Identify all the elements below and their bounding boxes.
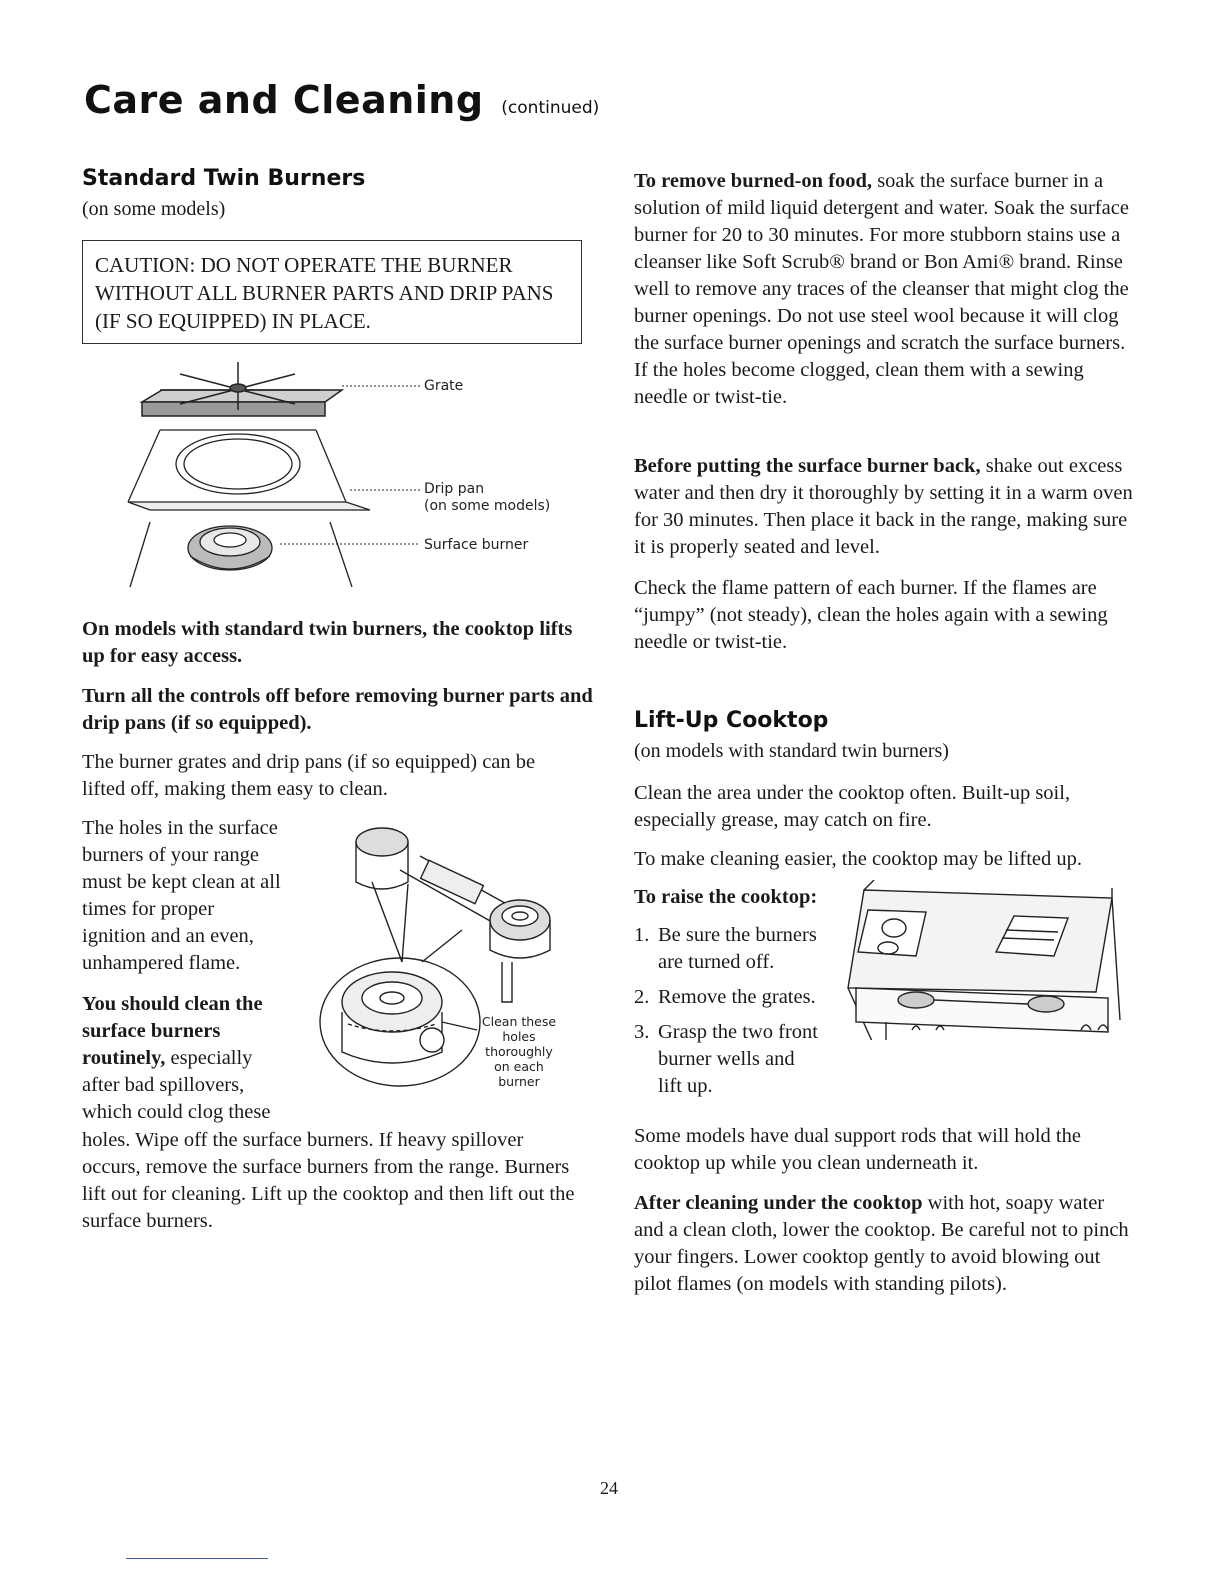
- paragraph-clean-routinely: [82, 991, 322, 1126]
- step-number: 1.: [634, 924, 650, 946]
- text-line: times for proper: [82, 898, 215, 920]
- text-line: unhampered flame.: [82, 952, 241, 974]
- step-item: [634, 922, 844, 976]
- text-run: After cleaning under the cooktop: [634, 1192, 923, 1214]
- step-line: are turned off.: [658, 951, 775, 973]
- paragraph-clean-under-cooktop: Clean the area under the cooktop often. Built-up soil, especially grease, may catch on fire.: [634, 782, 1071, 831]
- paragraph-turn-off-controls: Turn all the controls off before removing burner parts and drip pans (if so equipped).: [82, 685, 593, 734]
- step-item: [634, 984, 844, 1011]
- paragraph-support-rods: Some models have dual support rods that will hold the cooktop up while you clean underneath it.: [634, 1125, 1081, 1174]
- text-line: after bad spillovers,: [82, 1074, 245, 1096]
- surface-burner-illustration: [130, 522, 352, 587]
- step-line: burner wells and: [658, 1048, 795, 1070]
- steps-title: To raise the cooktop:: [634, 886, 818, 908]
- page-title: [84, 78, 599, 122]
- step-number: 2.: [634, 986, 650, 1008]
- footer-divider: [126, 1558, 268, 1559]
- steps-list: [634, 922, 844, 1100]
- label-drip-pan: Drip pan: [424, 481, 485, 497]
- text-run: soak the surface burner in a solution of mild liquid detergent and water. Soak the surface burner for 20 to 30 minutes. For more stubborn stains use a cleanser like Soft Scrub® brand or Bon Ami® brand. Rinse well to remove any traces of the cleanser that might clog the burner openings. Do not use steel wool because it will clog the surface burner openings and scratch the surface burners. If the holes become clogged, clean them with a sewing needle or twist-tie.: [634, 170, 1129, 408]
- paragraph-flame-pattern: Check the flame pattern of each burner. If the flames are “jumpy” (not steady), clean the holes again with a sewing needle or twist-tie.: [634, 577, 1108, 653]
- step-line: Be sure the burners: [658, 924, 817, 946]
- label-clean-holes: [476, 1014, 562, 1089]
- text-line: The holes in the surface: [82, 817, 278, 839]
- caution-box: CAUTION: DO NOT OPERATE THE BURNER WITHOUT ALL BURNER PARTS AND DRIP PANS (IF SO EQUIPPED) IN PLACE.: [82, 240, 582, 344]
- step-line: Remove the grates.: [658, 986, 816, 1008]
- lift-up-cooktop-illustration: [836, 880, 1126, 1040]
- text-line: must be kept clean at all: [82, 871, 281, 893]
- section-title-twin-burners: Standard Twin Burners: [82, 166, 366, 191]
- section-note-twin-burners: (on some models): [82, 198, 226, 220]
- step-item: [634, 1019, 844, 1100]
- page-title-text: Care and Cleaning: [84, 78, 484, 122]
- paragraph-after-cleaning: [634, 1190, 1138, 1298]
- step-number: 3.: [634, 1021, 650, 1043]
- section-note-lift-up-cooktop: (on models with standard twin burners): [634, 740, 949, 762]
- text-run: To remove burned-on food,: [634, 170, 873, 192]
- label-drip-pan-note: (on some models): [424, 498, 551, 514]
- drip-pan-illustration: [128, 430, 370, 510]
- text-line: burners of your range: [82, 844, 260, 866]
- step-text: [658, 1019, 818, 1100]
- label-line: holes: [502, 1029, 536, 1044]
- step-text: [658, 922, 817, 976]
- paragraph-burned-on-food: [634, 168, 1138, 411]
- text-run: especially: [170, 1047, 253, 1069]
- text-line: ignition and an even,: [82, 925, 254, 947]
- paragraph-holes-clean: [82, 815, 322, 977]
- step-text: [658, 984, 816, 1011]
- paragraph-twin-burners-intro: On models with standard twin burners, the cooktop lifts up for easy access.: [82, 618, 573, 667]
- section-title-lift-up-cooktop: Lift-Up Cooktop: [634, 708, 829, 733]
- page-number: 24: [600, 1478, 618, 1498]
- paragraph-put-burner-back: [634, 453, 1138, 561]
- text-line: which could clog these: [82, 1101, 271, 1123]
- grate-illustration: [142, 362, 342, 416]
- label-line: on each: [494, 1059, 544, 1074]
- step-line: Grasp the two front: [658, 1021, 818, 1043]
- step-line: lift up.: [658, 1075, 713, 1097]
- label-grate: Grate: [424, 378, 464, 394]
- text-line: surface burners: [82, 1020, 221, 1042]
- label-line: thoroughly: [485, 1044, 553, 1059]
- burner-parts-illustration: [120, 352, 580, 602]
- label-line: Clean these: [481, 1014, 557, 1029]
- text-line: You should clean the: [82, 993, 263, 1015]
- label-line: burner: [498, 1074, 540, 1089]
- page-title-continued: (continued): [501, 98, 600, 118]
- text-run: routinely,: [82, 1047, 166, 1069]
- text-run: shake out excess water and then dry it thoroughly by setting it in a warm oven for 30 minutes. Then place it back in the range, making sure it is properly seated and level.: [634, 455, 1133, 558]
- paragraph-wipe-burners: holes. Wipe off the surface burners. If heavy spillover occurs, remove the surface burners from the range. Burners lift out for cleaning. Lift up the cooktop and then lift out the surface burners.: [82, 1129, 575, 1232]
- paragraph-cooktop-lifted: To make cleaning easier, the cooktop may be lifted up.: [634, 848, 1083, 870]
- label-surface-burner: Surface burner: [424, 537, 529, 553]
- text-run: with hot, soapy water and a clean cloth, lower the cooktop. Be careful not to pinch your fingers. Lower cooktop gently to avoid blowing out pilot flames (on models with standing pilots).: [634, 1192, 1129, 1295]
- paragraph-grates-lift-off: The burner grates and drip pans (if so equipped) can be lifted off, making them easy to clean.: [82, 751, 536, 800]
- text-run: Before putting the surface burner back,: [634, 455, 981, 477]
